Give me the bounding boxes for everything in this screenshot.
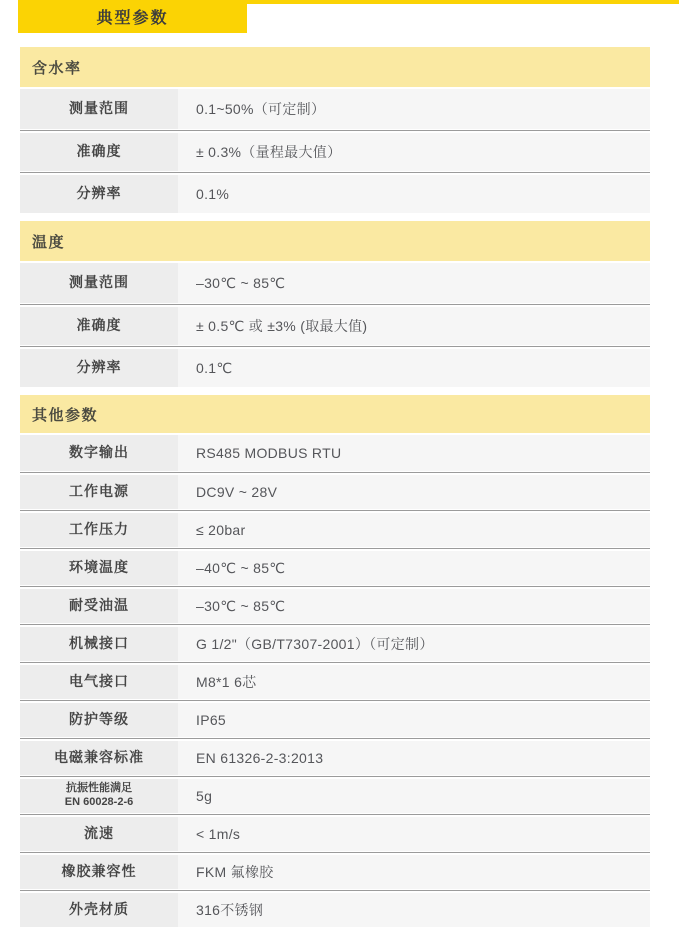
param-label-line1: 准确度 xyxy=(76,143,122,160)
param-value: 0.1℃ xyxy=(178,349,650,387)
param-label xyxy=(20,349,178,387)
param-label xyxy=(20,475,178,509)
param-value: 0.1~50%（可定制） xyxy=(178,89,650,129)
table-row xyxy=(20,815,650,851)
param-label-line1: 橡胶兼容性 xyxy=(61,863,137,880)
param-label-line1: 机械接口 xyxy=(69,635,129,652)
param-value: 316不锈钢 xyxy=(178,893,650,927)
param-label xyxy=(20,435,178,471)
param-value: –40℃ ~ 85℃ xyxy=(178,551,650,585)
param-label xyxy=(20,817,178,851)
param-label xyxy=(20,779,178,813)
param-value: FKM 氟橡胶 xyxy=(178,855,650,889)
table-row xyxy=(20,891,650,927)
section-rows xyxy=(20,263,650,387)
param-label-line1: 耐受油温 xyxy=(69,597,129,614)
param-value: M8*1 6芯 xyxy=(178,665,650,699)
table-row xyxy=(20,173,650,213)
table-row xyxy=(20,587,650,623)
table-row xyxy=(20,663,650,699)
section-title: 其他参数 xyxy=(20,395,650,433)
param-label-line1: 抗振性能满足 xyxy=(66,782,132,795)
table-row xyxy=(20,777,650,813)
param-label xyxy=(20,741,178,775)
param-value: –30℃ ~ 85℃ xyxy=(178,263,650,303)
param-label-line1: 外壳材质 xyxy=(69,901,129,918)
param-label xyxy=(20,89,178,129)
param-label xyxy=(20,133,178,171)
param-value: RS485 MODBUS RTU xyxy=(178,435,650,471)
param-label xyxy=(20,855,178,889)
param-label-line1: 环境温度 xyxy=(69,559,129,576)
param-label-line1: 电气接口 xyxy=(69,673,129,690)
table-row xyxy=(20,473,650,509)
table-row xyxy=(20,701,650,737)
param-label xyxy=(20,175,178,213)
param-label xyxy=(20,263,178,303)
param-label xyxy=(20,513,178,547)
param-value: < 1m/s xyxy=(178,817,650,851)
param-label xyxy=(20,665,178,699)
table-row xyxy=(20,511,650,547)
section-title: 含水率 xyxy=(20,47,650,87)
param-label xyxy=(20,703,178,737)
param-label xyxy=(20,627,178,661)
section-rows xyxy=(20,435,650,927)
page-title: 典型参数 xyxy=(18,0,247,33)
spec-section xyxy=(20,47,650,213)
param-label-line1: 测量范围 xyxy=(69,274,129,291)
param-label-line1: 电磁兼容标准 xyxy=(54,749,144,766)
param-label xyxy=(20,893,178,927)
param-label-line1: 分辨率 xyxy=(76,185,122,202)
param-value: IP65 xyxy=(178,703,650,737)
section-rows xyxy=(20,89,650,213)
param-value: 5g xyxy=(178,779,650,813)
spec-table xyxy=(20,47,650,935)
param-value: ± 0.3%（量程最大值） xyxy=(178,133,650,171)
table-row xyxy=(20,263,650,303)
param-value: –30℃ ~ 85℃ xyxy=(178,589,650,623)
param-label-line1: 准确度 xyxy=(76,317,122,334)
param-value: G 1/2"（GB/T7307-2001）（可定制） xyxy=(178,627,650,661)
table-row xyxy=(20,305,650,345)
table-row xyxy=(20,131,650,171)
table-row xyxy=(20,739,650,775)
table-row xyxy=(20,89,650,129)
param-label-line1: 防护等级 xyxy=(69,711,129,728)
param-label xyxy=(20,589,178,623)
table-row xyxy=(20,347,650,387)
param-label-line2: EN 60028-2-6 xyxy=(64,796,134,808)
spec-section xyxy=(20,395,650,927)
param-label-line1: 测量范围 xyxy=(69,100,129,117)
param-label-line1: 数字输出 xyxy=(69,444,129,461)
table-row xyxy=(20,625,650,661)
section-title: 温度 xyxy=(20,221,650,261)
table-row xyxy=(20,435,650,471)
table-row xyxy=(20,549,650,585)
param-value: ± 0.5℃ 或 ±3% (取最大值) xyxy=(178,307,650,345)
param-label-line1: 分辨率 xyxy=(76,359,122,376)
param-value: 0.1% xyxy=(178,175,650,213)
param-value: DC9V ~ 28V xyxy=(178,475,650,509)
param-label-line1: 工作电源 xyxy=(69,483,129,500)
param-label-line1: 工作压力 xyxy=(69,521,129,538)
param-value: EN 61326-2-3:2013 xyxy=(178,741,650,775)
param-label xyxy=(20,307,178,345)
param-label-line1: 流速 xyxy=(84,825,114,842)
spec-section xyxy=(20,221,650,387)
param-label xyxy=(20,551,178,585)
table-row xyxy=(20,853,650,889)
param-value: ≤ 20bar xyxy=(178,513,650,547)
